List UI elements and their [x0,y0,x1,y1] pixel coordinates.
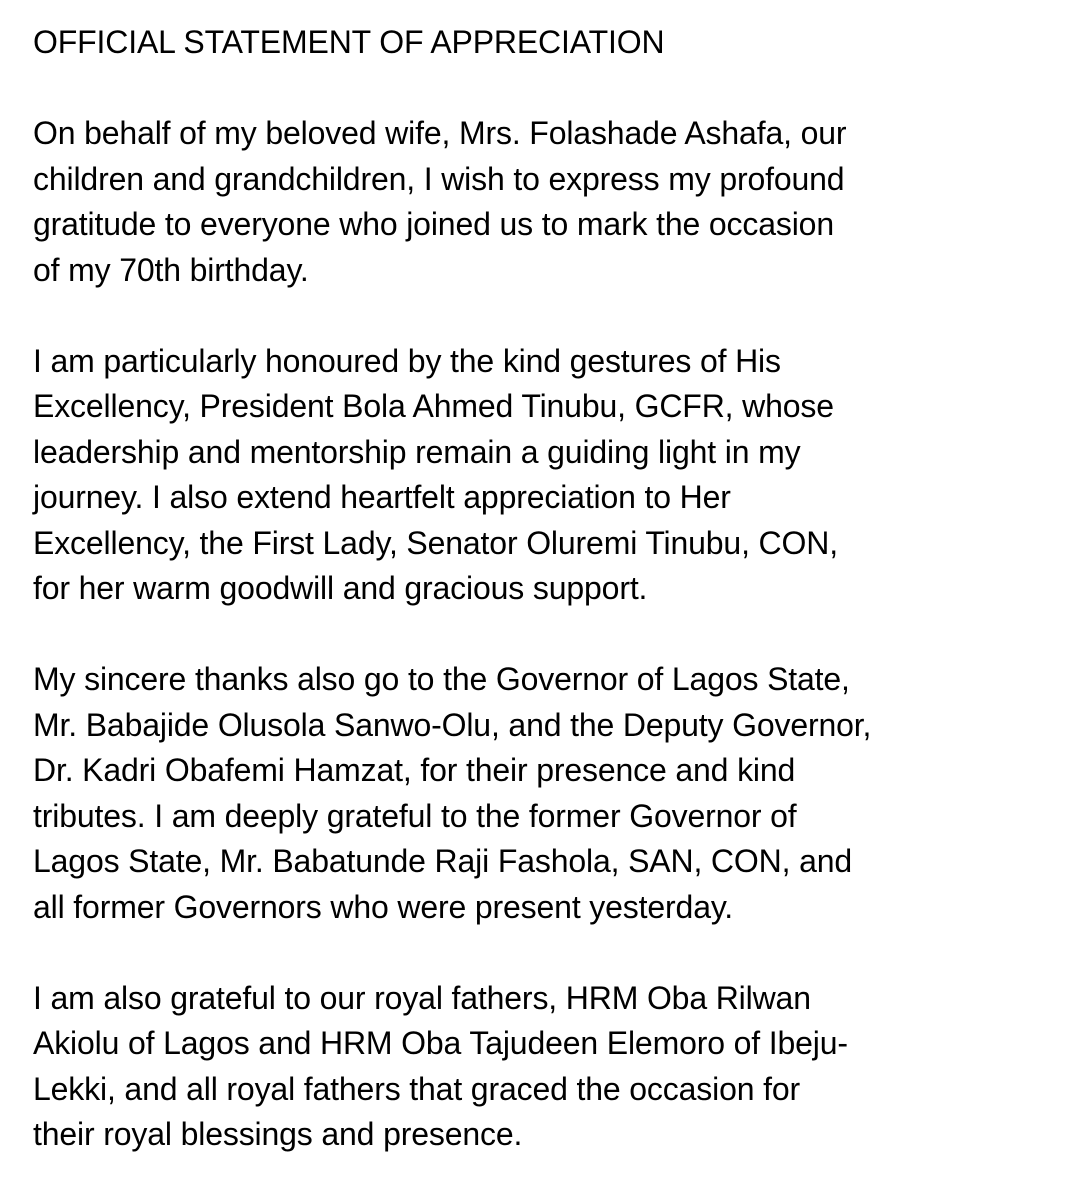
paragraph-president-first-lady: I am particularly honoured by the kind gestures of His Excellency, President Bola Ahmed Tinubu, GCFR, whose leadership and mentorship remain a guiding light in my journey. I also extend heartfelt appreciation to Her Excellency, the First Lady, Senator Oluremi Tinubu, CON, for her warm goodwill and gracious support. [33,342,838,606]
paragraph-spacer [33,293,1063,339]
statement-title: OFFICIAL STATEMENT OF APPRECIATION [33,24,665,60]
paragraph-family-gratitude: On behalf of my beloved wife, Mrs. Folashade Ashafa, our children and grandchildren, I wish to express my profound gratitude to everyone who joined us to mark the occasion of my 70th birthday. [33,115,847,288]
paragraph-spacer [33,612,1063,658]
paragraph-spacer [33,930,1063,976]
paragraph-spacer [33,66,1063,112]
statement-document [33,20,1063,1158]
paragraph-royal-fathers: I am also grateful to our royal fathers, HRM Oba Rilwan Akiolu of Lagos and HRM Oba Tajudeen Elemoro of Ibeju- Lekki, and all royal fathers that graced the occasion for their royal blessings and presence. [33,979,848,1152]
paragraph-governors: My sincere thanks also go to the Governor of Lagos State, Mr. Babajide Olusola Sanwo-Olu, and the Deputy Governor, Dr. Kadri Obafemi Hamzat, for their presence and kind tributes. I am deeply grateful to the former Governor of Lagos State, Mr. Babatunde Raji Fashola, SAN, CON, and all former Governors who were present yesterday. [33,661,872,925]
